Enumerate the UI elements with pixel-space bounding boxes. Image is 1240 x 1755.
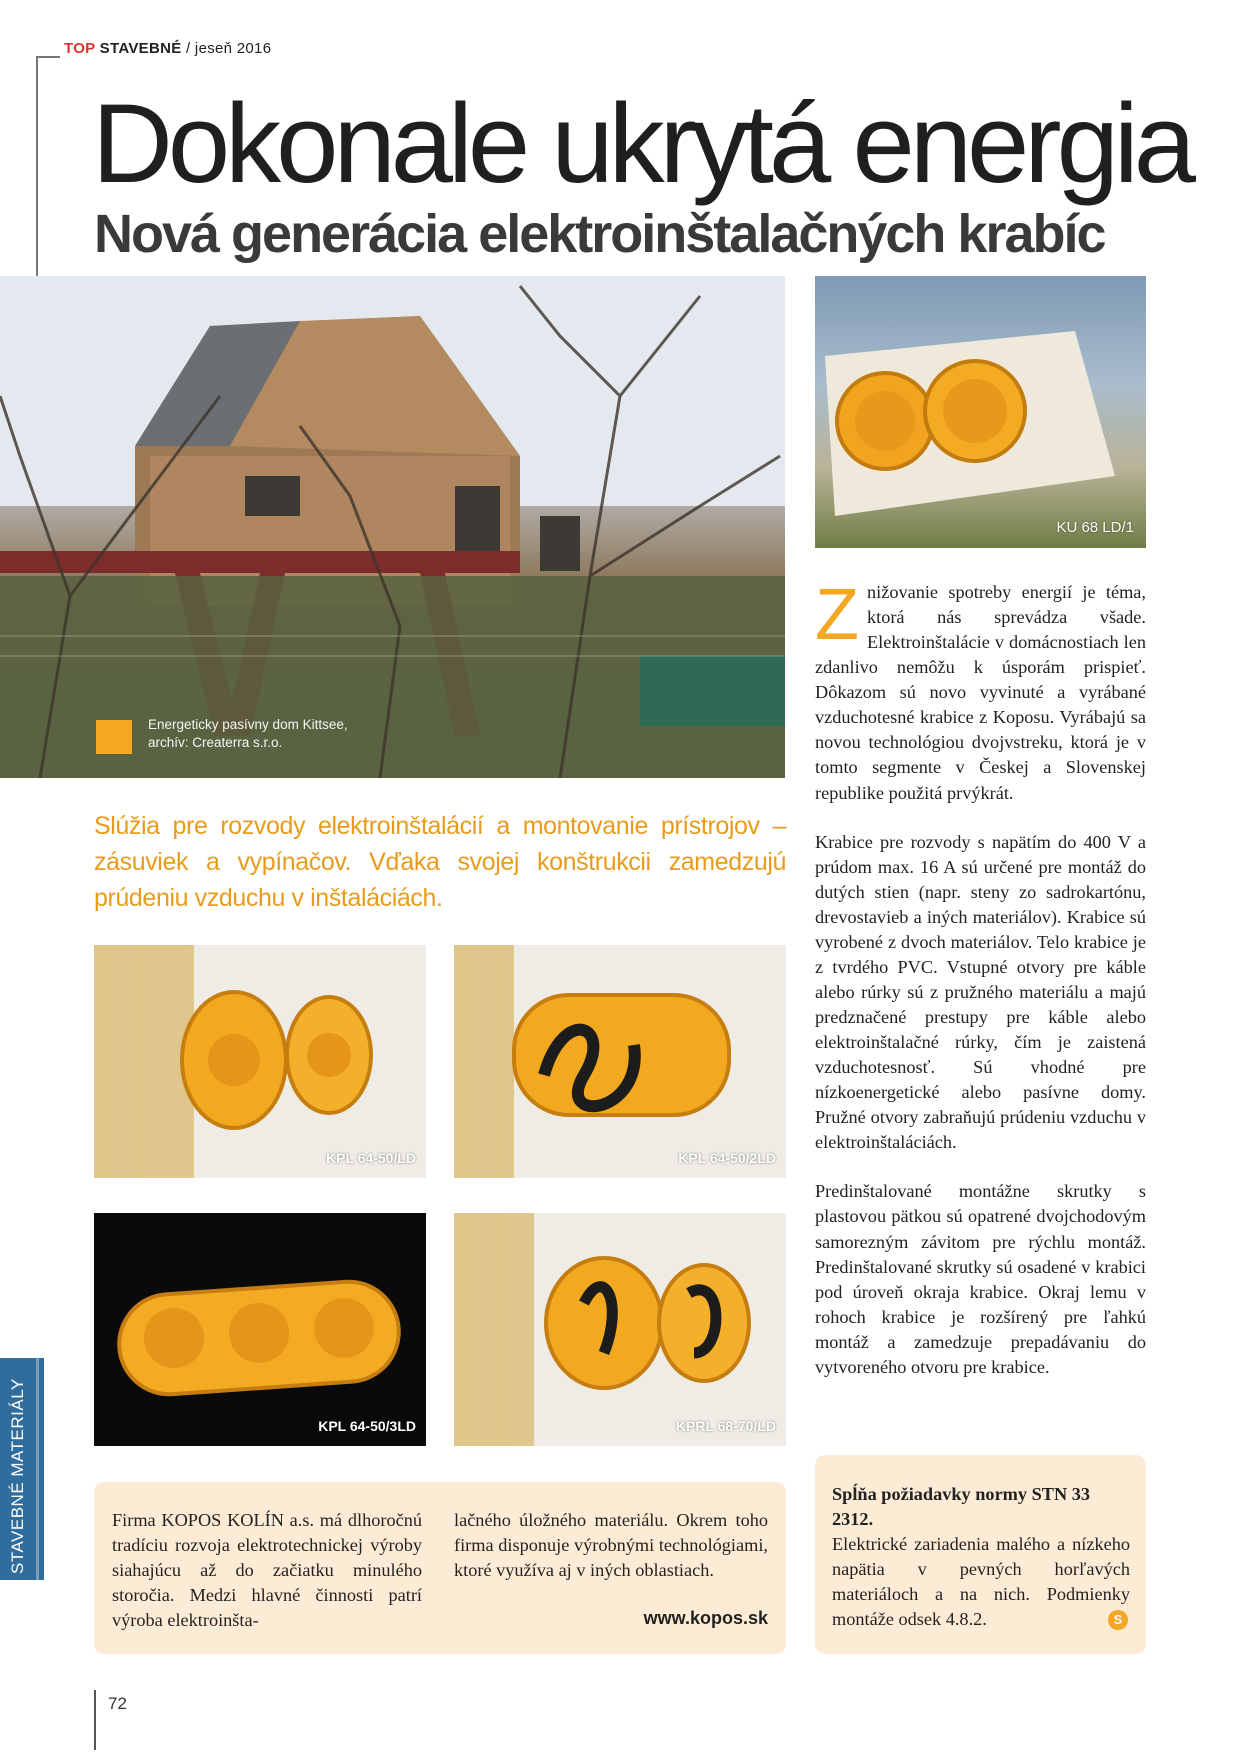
magazine-name: STAVEBNÉ xyxy=(99,40,182,57)
company-website-link[interactable]: www.kopos.sk xyxy=(643,1608,768,1628)
kpl-64-50-2ld-label: KPL 64-50/2LD xyxy=(678,1150,776,1166)
body-paragraph-1-text: nižovanie spotreby energií je téma, ktorá nás sprevádza všade. Elektroinštalácie v domácnostiach len zdanlivo nemôžu k úsporám prispieť. Dôkazom sú novo vyvinuté a vyrábané vzduchotesné krabice z Koposu. Vyrábajú sa novou technológiou dvojvstreku, ktorá je v tomto segmente v Českej a Slovenskej republike použitá prvýkrát. xyxy=(815,582,1146,803)
magazine-issue: / jeseň 2016 xyxy=(186,40,272,57)
company-text-column-1: Firma KOPOS KOLÍN a.s. má dlhoročnú tradíciu rozvoja elektrotechnickej výroby siahajúcu až do začiatku minulého storočia. Medzi hlavné činnosti patrí výroba elektroinšta- xyxy=(112,1510,422,1631)
body-paragraph-3: Predinštalované montážne skrutky s plastovou pätkou sú opatrené dvojchodovým samorezným závitom pre rýchlu montáž. Predinštalované skrutky sú osadené v krabici pod úroveň okraja krabice. Okraj lemu v rohoch krabice je rozšírený pre ľahkú montáž a zamedzuje prepadávaniu do vytvoreného otvoru pre krabice. xyxy=(815,1181,1146,1377)
kpl-64-50-3ld-label: KPL 64-50/3LD xyxy=(318,1418,416,1434)
drop-cap: Z xyxy=(815,575,859,655)
kprl-68-70-ld-photo xyxy=(454,1213,786,1446)
body-column xyxy=(815,575,1146,1404)
kpl3-box-illustration xyxy=(94,1213,426,1446)
section-side-tab-bar xyxy=(36,1358,39,1580)
article-title: Dokonale ukrytá energia xyxy=(92,81,1192,206)
house-caption-line2: archív: Createrra s.r.o. xyxy=(148,734,283,750)
end-of-article-icon: S xyxy=(1108,1610,1128,1630)
header-rule-vertical xyxy=(36,56,38,276)
kprl-box-illustration xyxy=(454,1213,786,1446)
kpl2-box-illustration xyxy=(454,945,786,1178)
section-side-label: STAVEBNÉ MATERIÁLY xyxy=(8,1378,27,1574)
page-number: 72 xyxy=(108,1694,127,1713)
kprl-68-70-ld-label: KPRL 68-70/LD xyxy=(675,1418,776,1434)
footer-rule xyxy=(94,1690,96,1750)
house-photo-caption xyxy=(148,716,388,751)
house-photo xyxy=(0,276,785,778)
magazine-top-label: TOP xyxy=(64,40,96,57)
ku-box-illustration xyxy=(815,276,1146,548)
magazine-header xyxy=(64,40,271,57)
kpl1-box-illustration xyxy=(94,945,426,1178)
caption-marker-square xyxy=(96,720,132,754)
house-illustration xyxy=(0,276,785,778)
norm-title: Spĺňa požiadavky normy STN 33 2312. xyxy=(832,1484,1091,1530)
ku-product-label: KU 68 LD/1 xyxy=(1056,519,1134,536)
kpl-64-50-3ld-photo xyxy=(94,1213,426,1446)
header-rule-horizontal xyxy=(36,56,60,58)
kpl-64-50-2ld-photo xyxy=(454,945,786,1178)
lead-paragraph: Slúžia pre rozvody elektroinštalácií a montovanie prístrojov – zásuviek a vypínačov. Vďaka svojej konštrukcii zamedzujú prúdeniu vzduchu v inštaláciách. xyxy=(94,812,786,912)
kpl-64-50-ld-photo xyxy=(94,945,426,1178)
kpl-64-50-ld-label: KPL 64-50/LD xyxy=(326,1150,416,1166)
body-paragraph-2: Krabice pre rozvody s napätím do 400 V a prúdom max. 16 A sú určené pre montáž do dutých stien (napr. steny zo sadrokartónu, drevostavieb a iných materiálov). Krabice sú vyrobené z dvoch materiálov. Telo krabice je z tvrdého PVC. Vstupné otvory pre káble alebo rúrky sú z pružného materiálu a majú predznačené prestupy pre káble alebo elektroinštalačné rúrky, čím je zaistená vzduchotesnosť. Sú vhodné pre nízkoenergetické alebo pasívne domy. Pružné otvory zabraňujú prúdeniu vzduchu v elektroinštaláciách. xyxy=(815,831,1146,1153)
article-subtitle: Nová generácia elektroinštalačných krabíc xyxy=(94,204,1105,264)
house-caption-line1: Energeticky pasívny dom Kittsee, xyxy=(148,717,348,732)
company-text-column-2: lačného úložného materiálu. Okrem toho firma disponuje výrobnými technológiami, ktoré využíva aj v iných oblastiach. xyxy=(454,1510,768,1581)
norm-description: Elektrické zariadenia malého a nízkeho napätia v pevných horľavých materiáloch a na nich. Podmienky montáže odsek 4.8.2. xyxy=(832,1534,1130,1630)
body-paragraph-1 xyxy=(815,575,1146,806)
ku-product-photo xyxy=(815,276,1146,548)
